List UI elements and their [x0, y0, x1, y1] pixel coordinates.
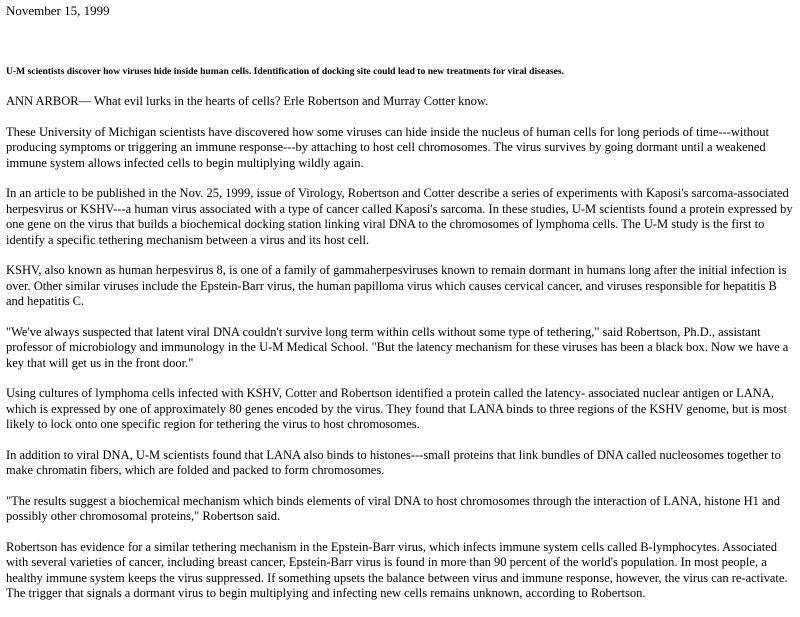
article-date: November 15, 1999	[6, 3, 110, 18]
paragraph-2: These University of Michigan scientists have discovered how some viruses can hide inside the nucleus of human cells for long periods of time---without producing symptoms or triggering an immune response---by attaching to host cell chromosomes. The virus survives by going dormant until a weakened immune system allows infected cells to begin multiplying wildly again.	[6, 124, 770, 170]
paragraph-3: In an article to be published in the Nov. 25, 1999, issue of Virology, Robertson and Cotter describe a series of experiments with Kaposi's sarcoma-associated herpesvirus or KSHV---a human virus associated with a type of cancer called Kaposi's sarcoma. In these studies, U-M scientists found a protein expressed by one gene on the virus that builds a biochemical docking station linking viral DNA to the chromosomes of lymphoma cells. The U-M study is the first to identify a specific tethering mechanism between a virus and its host cell.	[6, 186, 793, 247]
paragraph-8: "The results suggest a biochemical mechanism which binds elements of viral DNA to host chromosomes through the interaction of LANA, histone H1 and possibly other chromosomal proteins," Robertson said.	[6, 493, 781, 523]
article-body	[6, 94, 796, 617]
paragraph-7: In addition to viral DNA, U-M scientists found that LANA also binds to histones---small proteins that link bundles of DNA called nucleosomes together to make chromatin fibers, which are folded and packed to form chromosomes.	[6, 447, 781, 477]
paragraph-9: Robertson has evidence for a similar tethering mechanism in the Epstein-Barr virus, which infects immune system cells called B-lymphocytes. Associated with several varieties of cancer, including breast cancer, Epstein-Barr virus is found in more than 90 percent of the world's population. In most people, a healthy immune system keeps the virus suppressed. If something upsets the balance between virus and immune response, however, the virus can re-activate. The trigger that signals a dormant virus to begin multiplying and infecting new cells remains unknown, according to Robertson.	[6, 539, 788, 600]
paragraph-5: "We've always suspected that latent viral DNA couldn't survive long term within cells without some type of tethering," said Robertson, Ph.D., assistant professor of microbiology and immunology in the U-M Medical School. "But the latency mechanism for these viruses has been a black box. Now we have a key that will get us in the front door."	[6, 324, 789, 370]
paragraph-4: KSHV, also known as human herpesvirus 8, is one of a family of gammaherpesviruses known to remain dormant in humans long after the initial infection is over. Other similar viruses include the Epstein-Barr virus, the human papilloma virus which causes cervical cancer, and viruses responsible for hepatitis B and hepatitis C.	[6, 263, 787, 308]
paragraph-1: ANN ARBOR— What evil lurks in the hearts of cells? Erle Robertson and Murray Cotter know.	[6, 94, 489, 108]
paragraph-6: Using cultures of lymphoma cells infected with KSHV, Cotter and Robertson identified a protein called the latency- associated nuclear antigen or LANA, which is expressed by one of approximately 80 genes encoded by the virus. They found that LANA binds to three regions of the KSHV genome, but is most likely to lock onto one specific region for tethering the virus to host chromosomes.	[6, 386, 787, 431]
article-headline: U-M scientists discover how viruses hide inside human cells. Identification of docking site could lead to new treatments for viral diseases.	[6, 66, 565, 77]
